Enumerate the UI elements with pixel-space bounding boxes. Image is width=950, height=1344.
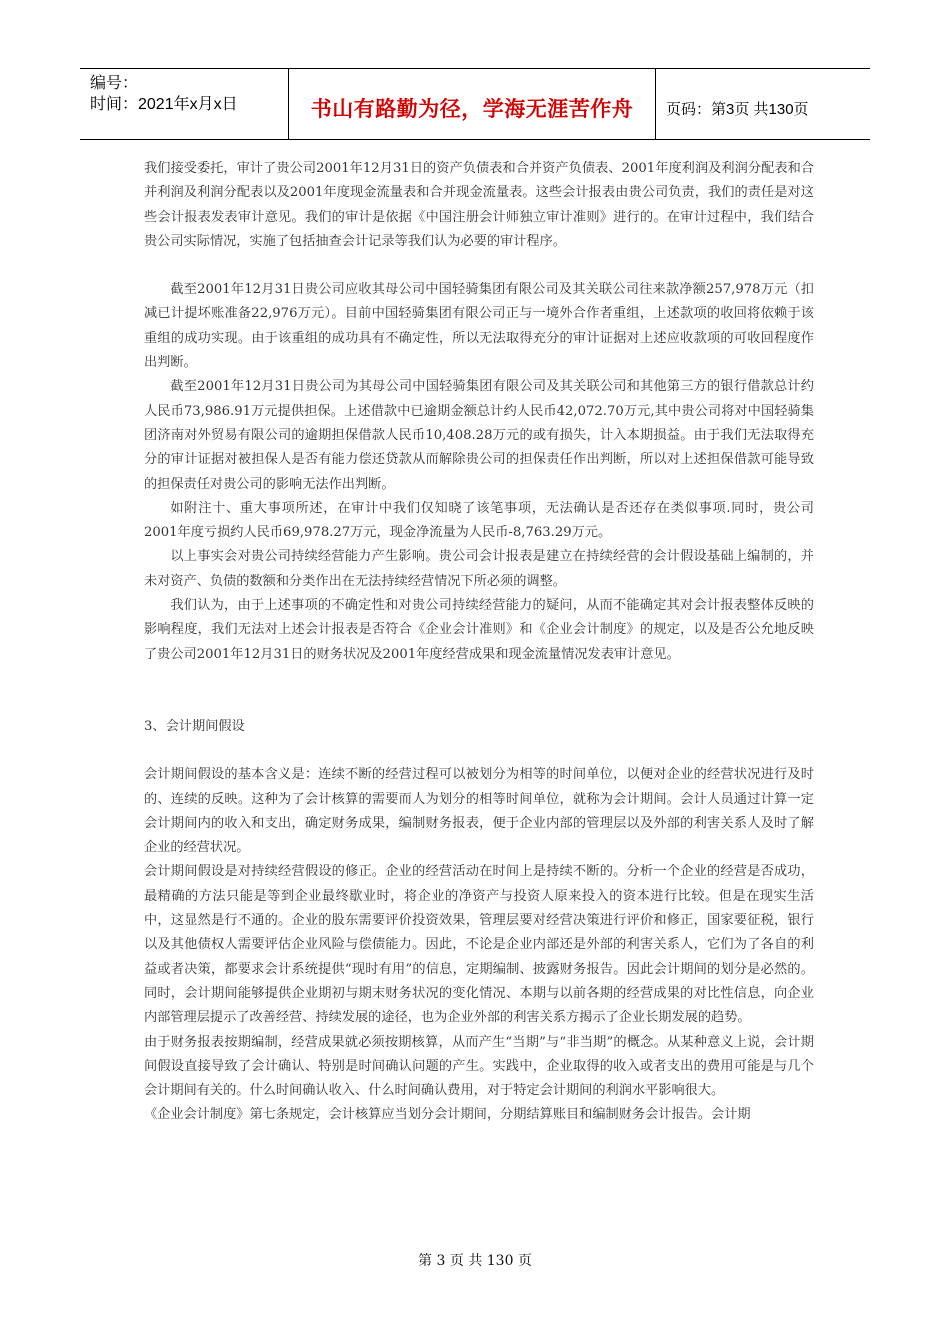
document-body: [144, 157, 814, 1128]
paragraph-going-concern: 以上事实会对贵公司持续经营能力产生影响。贵公司会计报表是建立在持续经营的会计假设基础上编制的，并未对资产、负债的数额和分类作出在无法持续经营情况下所必须的调整。: [144, 549, 814, 589]
section-heading: 3、会计期间假设: [144, 718, 245, 734]
paragraph-note-ten: 如附注十、重大事项所述，在审计中我们仅知晓了该笔事项，无法确认是否还存在类似事项.同时，贵公司2001年度亏损约人民币69,978.27万元，现金净流量为人民币-8,763.29万元。: [144, 500, 814, 541]
paragraph-regulation: 《企业会计制度》第七条规定，会计核算应当划分会计期间，分期结算账目和编制财务会计报告。会计期: [144, 1107, 751, 1123]
paragraph-receivables: 截至2001年12月31日贵公司应收其母公司中国轻骑集团有限公司及其关联公司往来款净额257,978万元（扣减已计提坏账准备22,976万元）。目前中国轻骑集团有限公司正与一境外合作者重组，上述款项的收回将依赖于该重组的成功实现。由于该重组的成功具有不确定性，所以无法取得充分的审计证据对上述应收款项的可收回程度作出判断。: [144, 282, 814, 371]
number-label: 编号：: [90, 75, 139, 92]
footer-page-number: 第 3 页 共 130 页: [418, 1253, 532, 1269]
page-footer: [0, 1250, 950, 1270]
paragraph-opinion: 我们认为，由于上述事项的不确定性和对贵公司持续经营能力的疑问，从而不能确定其对会计报表整体反映的影响程度，我们无法对上述会计报表是否符合《企业会计准则》和《企业会计制度》的规定，以及是否公允地反映了贵公司2001年12月31日的财务状况及2001年度经营成果和现金流量情况发表审计意见。: [144, 598, 814, 662]
header-motto-cell: [289, 69, 656, 139]
paragraph-period-revision: 会计期间假设是对持续经营假设的修正。企业的经营活动在时间上是持续不断的。分析一个企业的经营是否成功，最精确的方法只能是等到企业最终歇业时，将企业的净资产与投资人原来投入的资本进行比较。但是在现实生活中，这显然是行不通的。企业的股东需要评价投资效果，管理层要对经营决策进行评价和修正，国家要征税，银行以及其他债权人需要评估企业风险与偿债能力。因此，不论是企业内部还是外部的利害关系人，它们为了各自的利益或者决策，都要求会计系统提供“现时有用”的信息，定期编制、披露财务报告。因此会计期间的划分是必然的。同时，会计期间能够提供企业期初与期末财务状况的变化情况、本期与以前各期的经营成果的对比性信息，向企业内部管理层提示了改善经营、持续发展的途径，也为企业外部的利害关系方揭示了企业长期发展的趋势。: [144, 864, 814, 1026]
time-label: 时间：2021年x月x日: [90, 96, 238, 113]
paragraph-guarantees: 截至2001年12月31日贵公司为其母公司中国轻骑集团有限公司及其关联公司和其他第三方的银行借款总计约人民币73,986.91万元提供担保。上述借款中已逾期金额总计约人民币42,072.70万元,其中贵公司将对中国轻骑集团济南对外贸易有限公司的逾期担保借款人民币10,408.28万元的或有损失，计入本期损益。由于我们无法取得充分的审计证据对被担保人是否有能力偿还贷款从而解除贵公司的担保责任作出判断，所以对上述担保借款可能导致的担保责任对贵公司的影响无法作出判断。: [144, 379, 814, 492]
page-header: [80, 68, 870, 140]
paragraph-audit-intro: 我们接受委托，审计了贵公司2001年12月31日的资产负债表和合并资产负债表、2001年度利润及利润分配表和合并利润及利润分配表以及2001年度现金流量表和合并现金流量表。这些会计报表由贵公司负责，我们的责任是对这些会计报表发表审计意见。我们的审计是依据《中国注册会计师独立审计准则》进行的。在审计过程中，我们结合贵公司实际情况，实施了包括抽查会计记录等我们认为必要的审计程序。: [144, 161, 814, 249]
paragraph-period-definition: 会计期间假设的基本含义是：连续不断的经营过程可以被划分为相等的时间单位，以便对企业的经营状况进行及时的、连续的反映。这种为了会计核算的需要而人为划分的相等时间单位，就称为会计期间。会计人员通过计算一定会计期间内的收入和支出，确定财务成果，编制财务报表，便于企业内部的管理层以及外部的利害关系人及时了解企业的经营状况。: [144, 767, 814, 856]
paragraph-period-recognition: 由于财务报表按期编制，经营成果就必须按期核算，从而产生“当期”与“非当期”的概念。从某种意义上说，会计期间假设直接导致了会计确认、特别是时间确认问题的产生。实践中，企业取得的收入或者支出的费用可能是与几个会计期间有关的。什么时间确认收入、什么时间确认费用，对于特定会计期间的利润水平影响很大。: [144, 1034, 814, 1099]
motto-text: 书山有路勤为径，学海无涯苦作舟: [310, 97, 634, 121]
header-page-info: [656, 69, 870, 139]
page-info-text: 页码：第3页 共130页: [666, 100, 809, 118]
header-meta: [80, 69, 289, 139]
